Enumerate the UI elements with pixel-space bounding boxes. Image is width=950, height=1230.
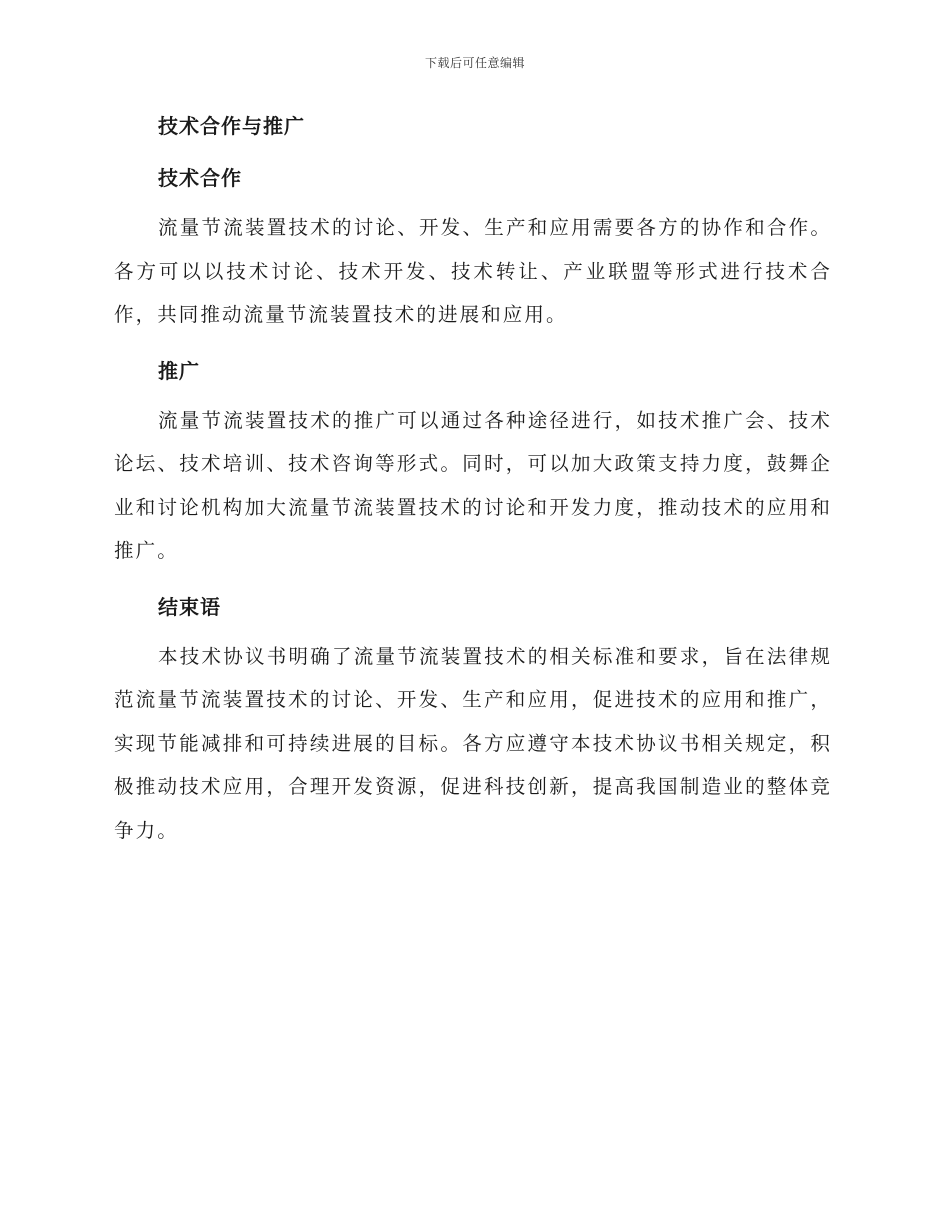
paragraph-conclusion: 本技术协议书明确了流量节流装置技术的相关标准和要求，旨在法律规范流量节流装置技术的讨论、开发、生产和应用，促进技术的应用和推广，实现节能减排和可持续进展的目标。各方应遵守本技术协议书相关规定，积极推动技术应用，合理开发资源，促进科技创新，提高我国制造业的整体竞争力。 bbox=[114, 644, 832, 842]
header-note: 下载后可任意编辑 bbox=[424, 56, 525, 70]
heading-promotion: 推广 bbox=[158, 358, 200, 383]
paragraph-promotion: 流量节流装置技术的推广可以通过各种途径进行，如技术推广会、技术论坛、技术培训、技术咨询等形式。同时，可以加大政策支持力度，鼓舞企业和讨论机构加大流量节流装置技术的讨论和开发力度，推动技术的应用和推广。 bbox=[114, 408, 832, 562]
heading-cooperation: 技术合作 bbox=[158, 166, 242, 190]
heading-conclusion: 结束语 bbox=[158, 594, 221, 619]
paragraph-cooperation: 流量节流装置技术的讨论、开发、生产和应用需要各方的协作和合作。各方可以以技术讨论、技术开发、技术转让、产业联盟等形式进行技术合作，共同推动流量节流装置技术的进展和应用。 bbox=[114, 216, 832, 326]
section-title: 技术合作与推广 bbox=[158, 114, 305, 138]
document-body bbox=[114, 110, 832, 852]
